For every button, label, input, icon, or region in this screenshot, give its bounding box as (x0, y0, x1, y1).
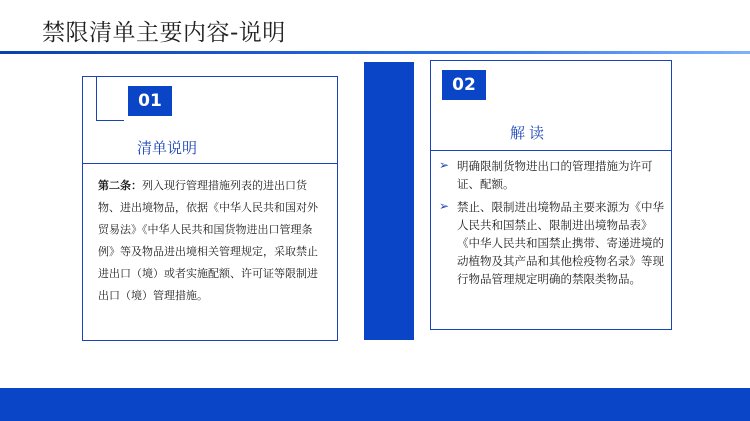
card-divider (431, 150, 671, 151)
list-item (437, 157, 669, 193)
card-heading: 解读 (509, 124, 548, 142)
page-title: 禁限清单主要内容-说明 (42, 20, 286, 46)
arrow-bullet-icon: ➢ (439, 158, 450, 172)
list-item-text: 禁止、限制进出境物品主要来源为《中华人民共和国禁止、限制进出境物品表》《中华人民共和国禁止携带、寄递进境的动植物及其产品和其他检疫物名录》等现行物品管理规定明确的禁限类物品。 (457, 200, 664, 286)
explanation-card (82, 76, 338, 341)
article-paragraph (98, 175, 328, 307)
interpretation-card (430, 60, 672, 330)
card-divider (83, 163, 337, 164)
list-item (437, 198, 669, 288)
list-item-text: 明确限制货物进出口的管理措施为许可证、配额。 (457, 159, 653, 191)
section-number-badge: 01 (128, 86, 172, 116)
interpretation-list (437, 157, 669, 293)
number-bracket (96, 77, 124, 121)
title-divider (0, 51, 750, 54)
card-heading: 清单说明 (136, 139, 197, 157)
article-label: 第二条： (98, 179, 142, 192)
arrow-bullet-icon: ➢ (439, 199, 450, 213)
footer-bar (0, 388, 750, 421)
section-number-badge: 02 (442, 70, 486, 100)
center-decorative-bar (364, 62, 414, 340)
article-text: 列入现行管理措施列表的进出口货物、进出境物品，依据《中华人民共和国对外贸易法》《中华人民共和国货物进出口管理条例》等及物品进出境相关管理规定，采取禁止进出口（境）或者实施配额、许可证等限制进出口（境）管理措施。 (98, 179, 318, 302)
